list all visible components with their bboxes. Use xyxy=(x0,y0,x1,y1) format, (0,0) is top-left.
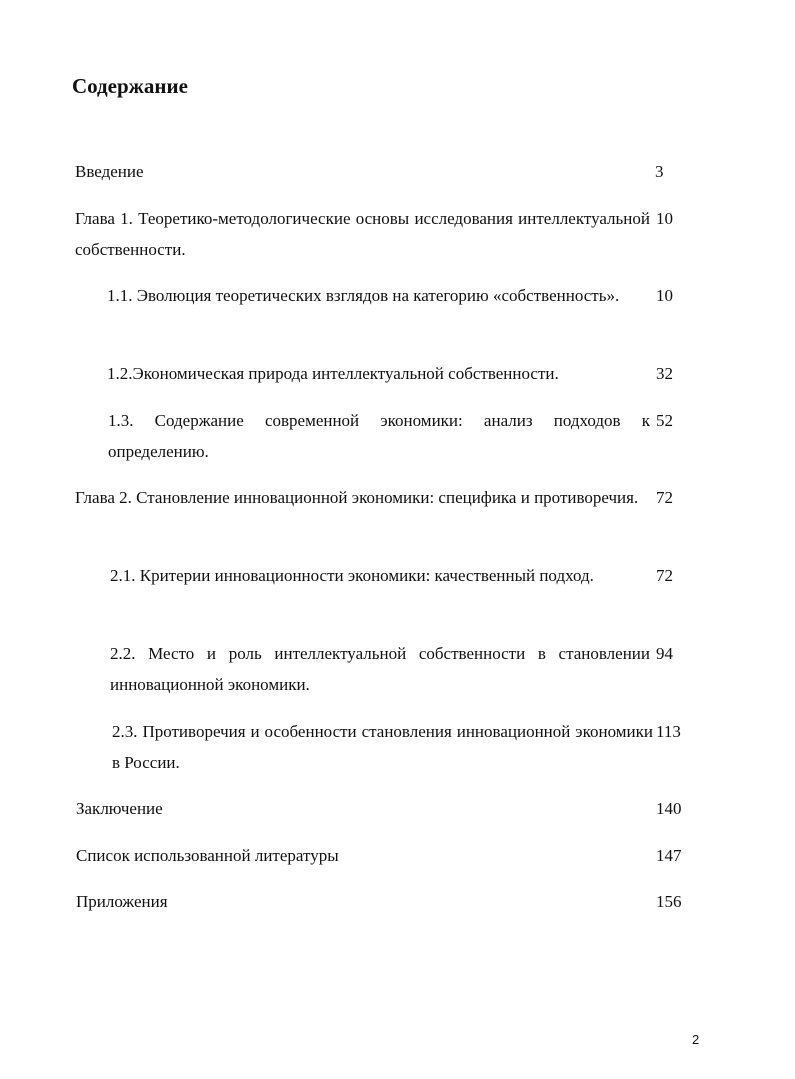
toc-entry-section-1-2 xyxy=(107,358,685,389)
toc-entry-page: 10 xyxy=(656,209,673,228)
toc-entry-page: 140 xyxy=(656,799,682,818)
toc-entry-page: 94 xyxy=(656,644,673,663)
toc-entry-page: 10 xyxy=(656,286,673,305)
toc-entry-text: 1.2.Экономическая природа интеллектуальной собственности. xyxy=(107,364,559,383)
toc-entry-text: Список использованной литературы xyxy=(76,846,339,865)
toc-entry-text: 2.3. Противоречия и особенности становления инновационной экономики в России. xyxy=(112,722,653,772)
toc-entry-text: 2.1. Критерии инновационности экономики: качественный подход. xyxy=(110,566,594,585)
toc-entry-page: 72 xyxy=(656,488,673,507)
toc-entry-text: Глава 2. Становление инновационной экономики: специфика и противоречия. xyxy=(75,488,639,507)
toc-entry-page: 52 xyxy=(656,411,673,430)
toc-entry-text: 1.1. Эволюция теоретических взглядов на категорию «собственность». xyxy=(107,286,620,305)
toc-entry-page: 72 xyxy=(656,566,673,585)
page-number: 2 xyxy=(692,1032,700,1047)
toc-entry-page: 3 xyxy=(655,162,664,181)
toc-entry-section-2-1 xyxy=(110,560,685,622)
toc-entry-page: 113 xyxy=(656,722,681,741)
toc-entry-page: 32 xyxy=(656,364,673,383)
toc-entry-page: 147 xyxy=(656,846,682,865)
toc-entry-conclusion xyxy=(76,793,686,824)
toc-entry-text: Глава 1. Теоретико-методологические основы исследования интеллектуальной собственности. xyxy=(75,209,650,259)
toc-entry-chapter-2 xyxy=(75,482,685,544)
toc-entry-chapter-1 xyxy=(75,203,685,265)
toc-entry-appendices xyxy=(76,886,686,917)
toc-entry-section-1-3 xyxy=(108,405,685,467)
toc-entry-section-2-3 xyxy=(112,716,692,778)
toc-entry-intro xyxy=(75,156,675,187)
toc-entry-text: Заключение xyxy=(76,799,163,818)
toc-entry-page: 156 xyxy=(656,892,682,911)
toc-entry-text: 2.2. Место и роль интеллектуальной собственности в становлении инновационной экономики. xyxy=(110,644,650,694)
toc-entry-section-2-2 xyxy=(110,638,685,700)
toc-entry-references xyxy=(76,840,686,871)
toc-entry-section-1-1 xyxy=(107,280,685,342)
toc-entry-text: Приложения xyxy=(76,892,168,911)
toc-entry-text: 1.3. Содержание современной экономики: анализ подходов к определению. xyxy=(108,411,650,461)
toc-entry-text: Введение xyxy=(75,162,144,181)
page-title: Содержание xyxy=(72,74,188,98)
